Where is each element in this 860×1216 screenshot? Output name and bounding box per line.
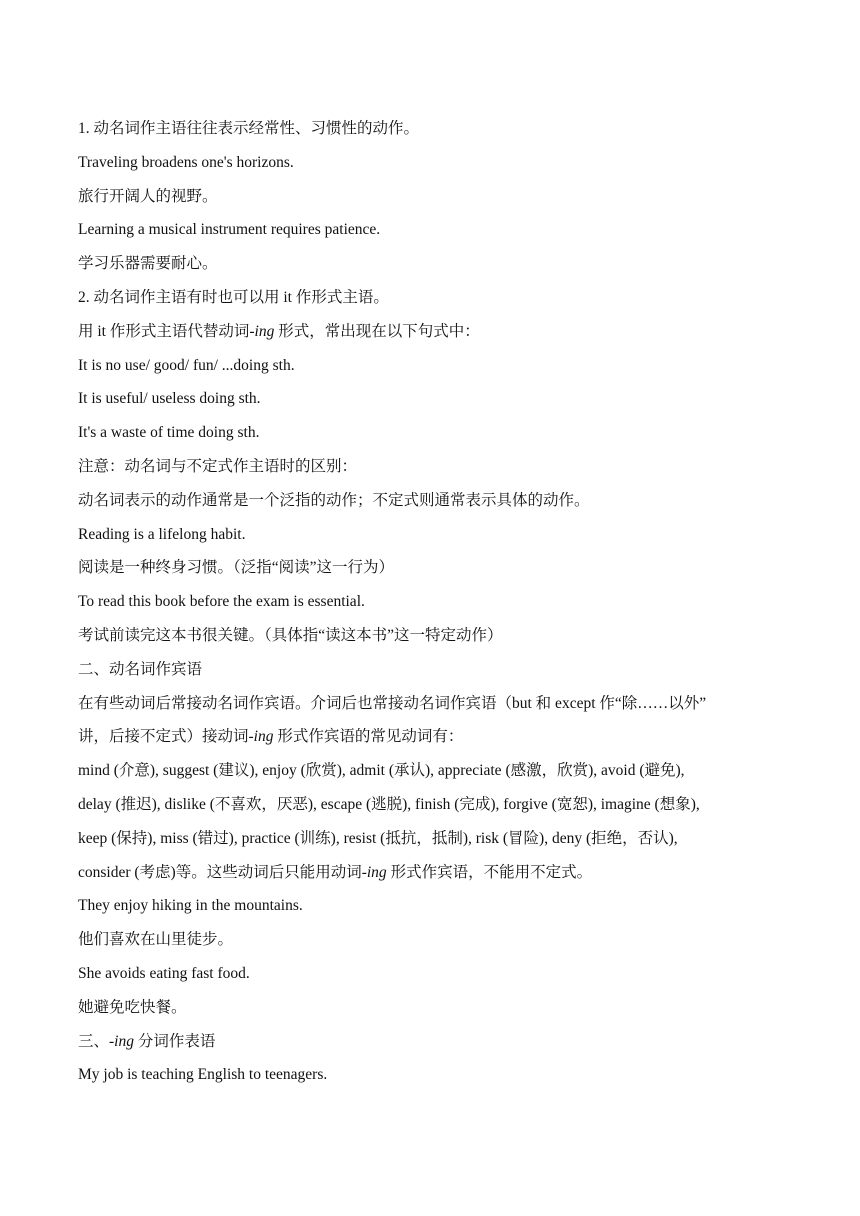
section-2-intro-line-2 xyxy=(78,720,800,754)
point-1-heading: 1. 动名词作主语往往表示经常性、习惯性的动作。 xyxy=(78,120,420,137)
section-3-heading xyxy=(78,1025,800,1059)
verb-list-line: keep (保持), miss (错过), practice (训练), resist (抵抗，抵制), risk (冒险), deny (拒绝，否认), xyxy=(78,829,678,847)
it-usage-suffix: 形式，常出现在以下句式中： xyxy=(274,322,480,340)
example-sentence: Traveling broadens one's horizons. xyxy=(78,153,294,171)
example-sentence: They enjoy hiking in the mountains. xyxy=(78,897,303,915)
ing-italic: ing xyxy=(253,728,274,746)
verb-list-line: mind (介意), suggest (建议), enjoy (欣赏), admit (承认), appreciate (感激，欣赏), avoid (避免), xyxy=(78,762,685,780)
example-sentence: She avoids eating fast food. xyxy=(78,964,250,982)
note-explanation: 动名词表示的动作通常是一个泛指的动作；不定式则通常表示具体的动作。 xyxy=(78,491,590,509)
it-usage-explanation xyxy=(78,315,800,349)
example-sentence: My job is teaching English to teenagers. xyxy=(78,1066,328,1084)
example-translation: 阅读是一种终身习惯。（泛指“阅读”这一行为） xyxy=(78,559,395,577)
section-3-prefix: 三、- xyxy=(78,1032,115,1050)
example-translation: 学习乐器需要耐心。 xyxy=(78,255,218,273)
example-translation: 他们喜欢在山里徒步。 xyxy=(78,931,234,949)
sentence-pattern: It is useful/ useless doing sth. xyxy=(78,390,261,408)
ing-italic: ing xyxy=(254,322,275,340)
example-sentence: To read this book before the exam is essential. xyxy=(78,593,365,611)
it-usage-prefix: 用 it 作形式主语代替动词- xyxy=(78,322,255,340)
verb-list-line: delay (推迟), dislike (不喜欢，厌恶), escape (逃脱), finish (完成), forgive (宽恕), imagine (想象), xyxy=(78,795,700,813)
note-title: 注意：动名词与不定式作主语时的区别： xyxy=(78,457,358,475)
verb-list-suffix: 形式作宾语，不能用不定式。 xyxy=(386,863,593,881)
section-3-suffix: 分词作表语 xyxy=(133,1032,216,1050)
sentence-pattern: It is no use/ good/ fun/ ...doing sth. xyxy=(78,356,295,374)
sentence-pattern: It's a waste of time doing sth. xyxy=(78,424,260,442)
intro-prefix: 讲，后接不定式）接动词- xyxy=(78,728,254,746)
example-translation: 旅行开阔人的视野。 xyxy=(78,187,218,205)
section-2-heading: 二、动名词作宾语 xyxy=(78,660,203,678)
verb-list-line xyxy=(78,856,800,890)
example-sentence: Learning a musical instrument requires patience. xyxy=(78,221,381,239)
ing-italic: ing xyxy=(366,863,387,881)
example-translation: 考试前读完这本书很关键。（具体指“读这本书”这一特定动作） xyxy=(78,626,503,644)
ing-italic: ing xyxy=(114,1032,134,1050)
verb-list-prefix: consider (考虑)等。这些动词后只能用动词- xyxy=(78,863,367,881)
point-2-heading: 2. 动名词作主语有时也可以用 it 作形式主语。 xyxy=(78,288,389,306)
intro-suffix: 形式作宾语的常见动词有： xyxy=(273,728,464,746)
example-sentence: Reading is a lifelong habit. xyxy=(78,525,246,543)
example-translation: 她避免吃快餐。 xyxy=(78,998,187,1016)
section-2-intro-line-1: 在有些动词后常接动名词作宾语。介词后也常接动名词作宾语（but 和 except 作“除……以外” xyxy=(78,694,707,712)
